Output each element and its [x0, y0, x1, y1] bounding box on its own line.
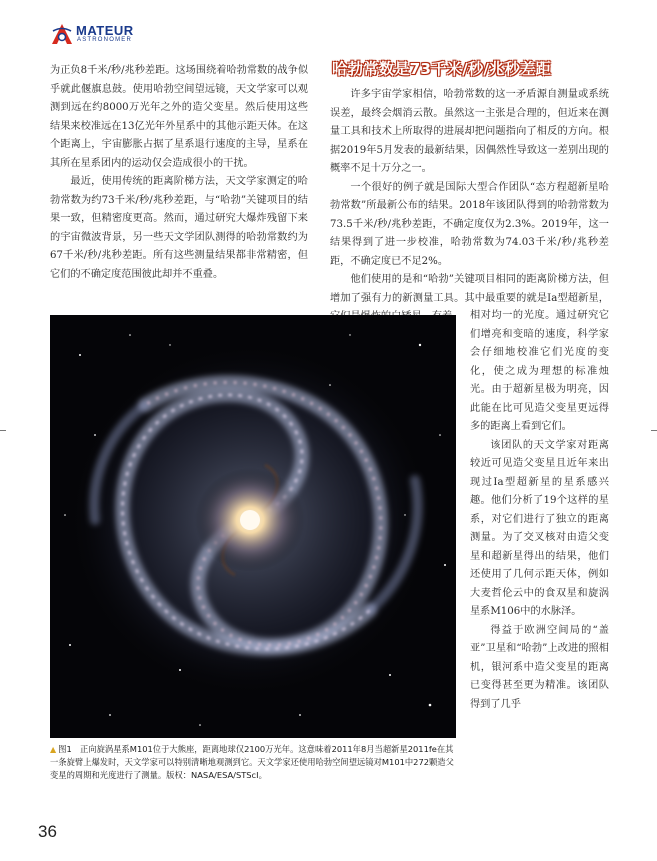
page-number: 36	[38, 822, 57, 841]
section-heading-text: 哈勃常数是73千米/秒/兆秒差距	[332, 60, 551, 78]
right-text-column	[330, 86, 609, 327]
paragraph: 最近，使用传统的距离阶梯方法，天文学家测定的哈勃常数为约73千米/秒/兆秒差距，与“哈勃”关键项目的结果一致，但精密度更高。然而，通过研究大爆炸残留下来的宇宙微波背景，另一些天文学团队测得的哈勃常数约为67千米/秒/兆秒差距。所有这些测量结果都非常精密，但它们的不确定度范围彼此却并不重叠。	[50, 176, 308, 280]
logo-title: MATEUR	[76, 23, 134, 38]
paragraph: 得益于欧洲空间局的“盖亚”卫星和“哈勃”上改进的照相机，银河系中造父变星的距离已变得甚至更为精准。该团队得到了几乎	[470, 624, 609, 710]
paragraph: 该团队的天文学家对距离较近可见造父变星且近年来出现过Ia型超新星的星系感兴趣。他们分析了19个这样的星系，对它们进行了独立的距离测量。为了交叉核对由造父变星和超新星得出的结果，他们还使用了几何示距天体，例如大麦哲伦云中的食双星和旋涡星系M106中的水脉泽。	[470, 439, 609, 617]
right-narrow-text-column	[470, 307, 609, 714]
paragraph: 他们使用的是和“哈勃”关键项目相同的距离阶梯方法，但增加了强有力的新测量工具。其中最重要的就是Ia型超新星，	[330, 274, 609, 304]
paragraph: 许多宇宙学家相信，哈勃常数的这一矛盾源自测量或系统误差，最终会烟消云散。虽然这一主张是合理的，但近来在测量工具和技术上所取得的进展却把问题指向了相反的方向。根据2019年5月发表的最新结果，因偶然性导致这一差别出现的概率不足十万分之一。	[330, 89, 609, 174]
caption-marker-icon: ▲	[50, 745, 57, 754]
magazine-logo	[50, 22, 170, 48]
paragraph: 相对均一的光度。通过研究它们增亮和变暗的速度，科学家会仔细地校准它们光度的变化，使之成为理想的标准烛光。由于超新星极为明亮，因此能在比可见造父变星更远得多的距离上看到它们。	[470, 310, 609, 432]
caption-text: 图1 正向旋涡星系M101位于大熊座，距离地球仅2100万光年。这意味着2011年8月当超新星2011fe在其一条旋臂上爆发时，天文学家可以特别清晰地观测到它。天文学家还使用哈勃空间望远镜对M101中272颗造父变星的周期和光度进行了测量。版权：NASA/ESA/STScI。	[50, 744, 454, 780]
left-text-column	[50, 62, 308, 284]
paragraph: 为正负8千米/秒/兆秒差距。这场围绕着哈勃常数的战争似乎就此偃旗息鼓。使用哈勃空间望远镜，天文学家可以观测到远在约8000万光年之外的造父变星。然后使用这些结果来校准远在13亿光年外星系中的其他示距天体。在这个距离上，宇宙膨胀占据了星系退行速度的主导，星系在其所在星系团内的运动仅会造成很小的干扰。	[50, 65, 308, 169]
crop-mark	[651, 430, 657, 431]
figure-caption	[50, 743, 460, 782]
telescope-logo-icon	[50, 22, 74, 46]
paragraph: 一个很好的例子就是国际大型合作团队“态方程超新星哈勃常数”所最新公布的结果。2018年该团队得到的哈勃常数为73.5千米/秒/兆秒差距，不确定度仅为2.3%。2019年，这一结果得到了进一步校准，哈勃常数为74.03千米/秒/兆秒差距，不确定度已不足2%。	[330, 181, 609, 267]
galaxy-photo	[50, 315, 456, 738]
section-heading	[330, 58, 609, 82]
spiral-galaxy-image	[50, 315, 456, 738]
logo-subtitle: ASTRONOMER	[77, 37, 133, 43]
crop-mark	[0, 430, 6, 431]
